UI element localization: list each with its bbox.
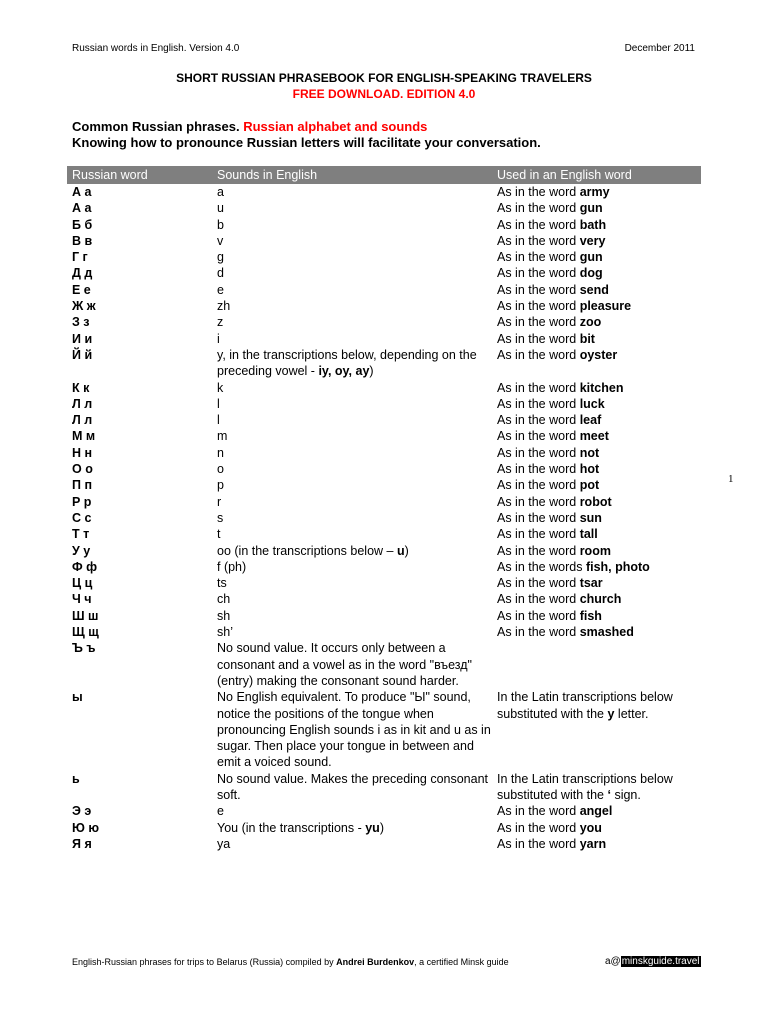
russian-letter-cell: Г г: [72, 250, 88, 265]
example-word: army: [579, 185, 610, 199]
example-word: fish: [579, 608, 602, 623]
sound-cell: [212, 347, 492, 380]
russian-letter-cell: Р р: [72, 494, 92, 509]
sound-text: zh: [217, 299, 231, 314]
english-example-cell: [492, 265, 701, 281]
english-example-cell: [492, 477, 701, 493]
english-example-cell: [492, 233, 701, 249]
table-row: [67, 412, 701, 428]
example-prefix: As in the words: [497, 559, 586, 574]
intro-line-1: [72, 119, 427, 134]
russian-letter-cell: Ъ ъ: [72, 641, 96, 656]
sound-text: No English equivalent. To produce "Ы" sound, notice the positions of the tongue when pronouncing English sounds i as in kit and u as in sugar. Then place your tongue in between and emit a voiced sound.: [217, 690, 491, 770]
russian-letter-cell: Ж ж: [72, 299, 96, 314]
example-word: luck: [579, 396, 605, 411]
table-row: [67, 494, 701, 510]
example-word: pot: [579, 478, 600, 493]
sound-text: r: [217, 494, 222, 509]
russian-letter-cell: И и: [72, 331, 93, 346]
example-word: pleasure: [579, 299, 632, 314]
email-domain: minskguide.travel: [621, 956, 700, 967]
sound-text: No sound value. Makes the preceding consonant soft.: [217, 771, 489, 802]
sound-text: o: [217, 462, 224, 477]
russian-letter-cell: Ч ч: [72, 592, 92, 607]
russian-letter-cell: У у: [72, 543, 91, 558]
sound-text: k: [217, 380, 224, 395]
russian-letter-cell: Т т: [72, 527, 90, 542]
footer-credit: [72, 957, 509, 967]
example-prefix: As in the word: [497, 413, 580, 428]
sound-cell: [212, 510, 492, 526]
sound-cell: [212, 836, 492, 852]
example-prefix: As in the word: [497, 217, 580, 232]
table-row: [67, 640, 701, 689]
table-row: [67, 477, 701, 493]
table-row: [67, 282, 701, 298]
sound-text: ya: [217, 836, 231, 851]
sound-text: ch: [217, 592, 231, 607]
table-row: [67, 575, 701, 591]
example-prefix: As in the word: [497, 576, 580, 591]
example-suffix: letter.: [614, 706, 649, 721]
english-example-cell: [492, 559, 701, 575]
sound-tail: ): [379, 820, 384, 835]
example-word: oyster: [579, 347, 618, 362]
example-prefix: As in the word: [497, 592, 580, 607]
table-row: [67, 836, 701, 852]
sound-text: b: [217, 217, 224, 232]
example-prefix: As in the word: [497, 543, 580, 558]
sound-cell: [212, 233, 492, 249]
example-word: gun: [579, 201, 603, 216]
sound-text: s: [217, 510, 224, 525]
sound-cell: [212, 559, 492, 575]
example-word: leaf: [579, 413, 602, 428]
sound-cell: [212, 200, 492, 216]
example-word: bath: [579, 217, 607, 232]
sound-text: p: [217, 478, 224, 493]
example-word: yarn: [579, 836, 607, 851]
table-row: [67, 347, 701, 380]
example-word: dog: [579, 266, 603, 281]
sound-text: sh: [217, 608, 231, 623]
english-example-cell: [492, 331, 701, 347]
footer-text-after: , a certified Minsk guide: [414, 957, 509, 967]
russian-letter-cell: Я я: [72, 836, 92, 851]
table-row: [67, 543, 701, 559]
example-word: sun: [579, 510, 602, 525]
example-prefix: As in the word: [497, 250, 580, 265]
sound-text: l: [217, 396, 220, 411]
russian-letter-cell: ы: [72, 690, 83, 705]
table-row: [67, 820, 701, 836]
sound-text: d: [217, 266, 224, 281]
english-example-cell: [492, 184, 701, 200]
english-example-cell: [492, 640, 701, 689]
table-row: [67, 265, 701, 281]
footer-email[interactable]: [605, 956, 701, 967]
russian-letter-cell: Д д: [72, 266, 93, 281]
intro-line-2: Knowing how to pronounce Russian letters will facilitate your conversation.: [72, 135, 541, 150]
sound-text: e: [217, 804, 224, 819]
table-row: [67, 428, 701, 444]
english-example-cell: [492, 575, 701, 591]
english-example-cell: [492, 200, 701, 216]
example-prefix: As in the word: [497, 347, 580, 362]
table-row: [67, 689, 701, 770]
example-word: very: [579, 233, 606, 248]
sound-text: oo (in the transcriptions below –: [217, 543, 397, 558]
example-prefix: As in the word: [497, 804, 580, 819]
sound-cell: [212, 249, 492, 265]
sound-cell: [212, 314, 492, 330]
example-word: tsar: [579, 576, 603, 591]
sound-cell: [212, 477, 492, 493]
russian-letter-cell: О о: [72, 462, 93, 477]
sound-text: e: [217, 282, 224, 297]
page-number: 1: [728, 473, 734, 485]
table-header-row: [67, 166, 701, 184]
example-prefix: As in the word: [497, 494, 580, 509]
english-example-cell: [492, 526, 701, 542]
sound-text: g: [217, 250, 224, 265]
table-row: [67, 803, 701, 819]
english-example-cell: [492, 836, 701, 852]
sound-text: m: [217, 429, 228, 444]
document-title: SHORT RUSSIAN PHRASEBOOK FOR ENGLISH-SPEAKING TRAVELERS: [176, 71, 592, 85]
table-row: [67, 233, 701, 249]
sound-cell: [212, 396, 492, 412]
edition-title: FREE DOWNLOAD. EDITION 4.0: [292, 87, 476, 101]
sound-text: t: [217, 527, 221, 542]
table-row: [67, 217, 701, 233]
english-example-cell: [492, 282, 701, 298]
example-word: kitchen: [579, 380, 624, 395]
english-example-cell: [492, 771, 701, 804]
example-word: tall: [579, 527, 598, 542]
english-example-cell: [492, 543, 701, 559]
table-row: [67, 510, 701, 526]
sound-cell: [212, 575, 492, 591]
example-word: angel: [579, 804, 613, 819]
sound-text: sh’: [217, 625, 233, 640]
sound-cell: [212, 265, 492, 281]
table-row: [67, 445, 701, 461]
sound-cell: [212, 412, 492, 428]
sound-cell: [212, 640, 492, 689]
russian-letter-cell: З з: [72, 315, 90, 330]
table-row: [67, 526, 701, 542]
example-prefix: In the Latin transcriptions below substituted with the: [497, 771, 673, 802]
russian-letter-cell: Э э: [72, 804, 92, 819]
example-prefix: As in the word: [497, 820, 580, 835]
table-row: [67, 624, 701, 640]
russian-letter-cell: А а: [72, 185, 92, 199]
sound-cell: [212, 494, 492, 510]
example-word: you: [579, 820, 602, 835]
example-prefix: As in the word: [497, 462, 580, 477]
example-prefix: As in the word: [497, 380, 580, 395]
russian-letter-cell: ь: [72, 771, 80, 786]
sound-text: z: [217, 315, 224, 330]
sound-transcription: u: [396, 543, 405, 558]
example-word: fish, photo: [585, 559, 650, 574]
russian-letter-cell: Л л: [72, 396, 93, 411]
russian-letter-cell: Й й: [72, 347, 93, 362]
sound-cell: [212, 689, 492, 770]
example-prefix: As in the word: [497, 315, 580, 330]
english-example-cell: [492, 298, 701, 314]
english-example-cell: [492, 689, 701, 770]
example-prefix: As in the word: [497, 478, 580, 493]
english-example-cell: [492, 412, 701, 428]
sound-cell: [212, 543, 492, 559]
russian-letter-cell: С с: [72, 510, 92, 525]
example-prefix: As in the word: [497, 625, 580, 640]
example-word: hot: [579, 462, 600, 477]
example-prefix: As in the word: [497, 233, 580, 248]
english-example-cell: [492, 428, 701, 444]
sound-cell: [212, 184, 492, 200]
table-row: [67, 461, 701, 477]
table-row: [67, 200, 701, 216]
english-example-cell: [492, 217, 701, 233]
example-word: meet: [579, 429, 609, 444]
sound-cell: [212, 526, 492, 542]
russian-letter-cell: Ю ю: [72, 820, 100, 835]
sound-tail: ): [369, 364, 374, 379]
header-russian-word: Russian word: [67, 166, 212, 184]
example-prefix: As in the word: [497, 331, 580, 346]
table-row: [67, 380, 701, 396]
table-row: [67, 184, 701, 200]
sound-cell: [212, 771, 492, 804]
english-example-cell: [492, 820, 701, 836]
sound-text: l: [217, 413, 220, 428]
sound-transcription: iy, oy, ay: [318, 364, 370, 379]
footer-text-before: English-Russian phrases for trips to Belarus (Russia) compiled by: [72, 957, 337, 967]
example-word: robot: [579, 494, 612, 509]
example-prefix: As in the word: [497, 836, 580, 851]
sound-text: No sound value. It occurs only between a consonant and a vowel as in the word "въезд" (entry) making the consonant sound harder.: [217, 641, 472, 688]
sound-cell: [212, 591, 492, 607]
sound-cell: [212, 428, 492, 444]
sound-tail: ): [404, 543, 409, 558]
table-row: [67, 771, 701, 804]
sound-cell: [212, 608, 492, 624]
email-prefix: a@: [605, 956, 621, 967]
english-example-cell: [492, 396, 701, 412]
russian-letter-cell: Е е: [72, 282, 91, 297]
russian-letter-cell: Б б: [72, 217, 93, 232]
sound-cell: [212, 298, 492, 314]
intro-highlight: Russian alphabet and sounds: [243, 119, 428, 134]
example-word: bit: [579, 331, 595, 346]
english-example-cell: [492, 624, 701, 640]
example-prefix: As in the word: [497, 396, 580, 411]
alphabet-table: [67, 166, 701, 852]
example-prefix: As in the word: [497, 282, 580, 297]
example-prefix: As in the word: [497, 429, 580, 444]
sound-cell: [212, 803, 492, 819]
sound-cell: [212, 217, 492, 233]
sound-cell: [212, 624, 492, 640]
example-word: zoo: [579, 315, 602, 330]
example-prefix: As in the word: [497, 445, 580, 460]
header-english-word: Used in an English word: [492, 166, 701, 184]
header-left: Russian words in English. Version 4.0: [72, 43, 240, 54]
table-row: [67, 331, 701, 347]
sound-text: n: [217, 445, 224, 460]
russian-letter-cell: А а: [72, 201, 92, 216]
sound-cell: [212, 445, 492, 461]
example-word: not: [579, 445, 600, 460]
example-word: ‘: [607, 787, 611, 802]
english-example-cell: [492, 314, 701, 330]
example-prefix: As in the word: [497, 510, 580, 525]
russian-letter-cell: Ц ц: [72, 576, 93, 591]
russian-letter-cell: П п: [72, 478, 93, 493]
russian-letter-cell: М м: [72, 429, 96, 444]
russian-letter-cell: Ш ш: [72, 608, 99, 623]
english-example-cell: [492, 494, 701, 510]
table-row: [67, 314, 701, 330]
header-date: December 2011: [624, 43, 695, 54]
example-prefix: As in the word: [497, 185, 580, 199]
sound-cell: [212, 820, 492, 836]
english-example-cell: [492, 380, 701, 396]
russian-letter-cell: Ф ф: [72, 559, 98, 574]
example-word: room: [579, 543, 611, 558]
russian-letter-cell: Щ щ: [72, 625, 99, 640]
table-row: [67, 608, 701, 624]
english-example-cell: [492, 803, 701, 819]
russian-letter-cell: Л л: [72, 413, 93, 428]
english-example-cell: [492, 249, 701, 265]
english-example-cell: [492, 461, 701, 477]
example-word: y: [607, 706, 615, 721]
russian-letter-cell: К к: [72, 380, 90, 395]
sound-cell: [212, 461, 492, 477]
table-row: [67, 396, 701, 412]
english-example-cell: [492, 445, 701, 461]
russian-letter-cell: Н н: [72, 445, 93, 460]
table-row: [67, 591, 701, 607]
header-sounds: Sounds in English: [212, 166, 492, 184]
sound-text: u: [217, 201, 224, 216]
example-prefix: As in the word: [497, 527, 580, 542]
example-word: church: [579, 592, 622, 607]
example-prefix: In the Latin transcriptions below substituted with the: [497, 690, 673, 721]
sound-text: y, in the transcriptions below, depending on the preceding vowel -: [217, 347, 477, 379]
sound-transcription: yu: [365, 820, 380, 835]
english-example-cell: [492, 608, 701, 624]
example-word: gun: [579, 250, 603, 265]
sound-text: You (in the transcriptions -: [217, 820, 366, 835]
example-word: smashed: [579, 625, 634, 640]
table-row: [67, 249, 701, 265]
english-example-cell: [492, 510, 701, 526]
example-prefix: As in the word: [497, 608, 580, 623]
example-word: send: [579, 282, 609, 297]
sound-cell: [212, 380, 492, 396]
sound-cell: [212, 331, 492, 347]
intro-prefix: Common Russian phrases.: [72, 119, 244, 134]
sound-text: f (ph): [217, 559, 247, 574]
example-prefix: As in the word: [497, 201, 580, 216]
example-prefix: As in the word: [497, 299, 580, 314]
footer-author: Andrei Burdenkov: [336, 957, 415, 967]
english-example-cell: [492, 591, 701, 607]
sound-text: v: [217, 233, 224, 248]
table-row: [67, 298, 701, 314]
example-suffix: sign.: [610, 787, 641, 802]
table-row: [67, 559, 701, 575]
russian-letter-cell: В в: [72, 233, 93, 248]
sound-text: a: [217, 185, 224, 199]
sound-text: ts: [217, 576, 227, 591]
example-prefix: As in the word: [497, 266, 580, 281]
english-example-cell: [492, 347, 701, 380]
sound-cell: [212, 282, 492, 298]
sound-text: i: [217, 331, 220, 346]
